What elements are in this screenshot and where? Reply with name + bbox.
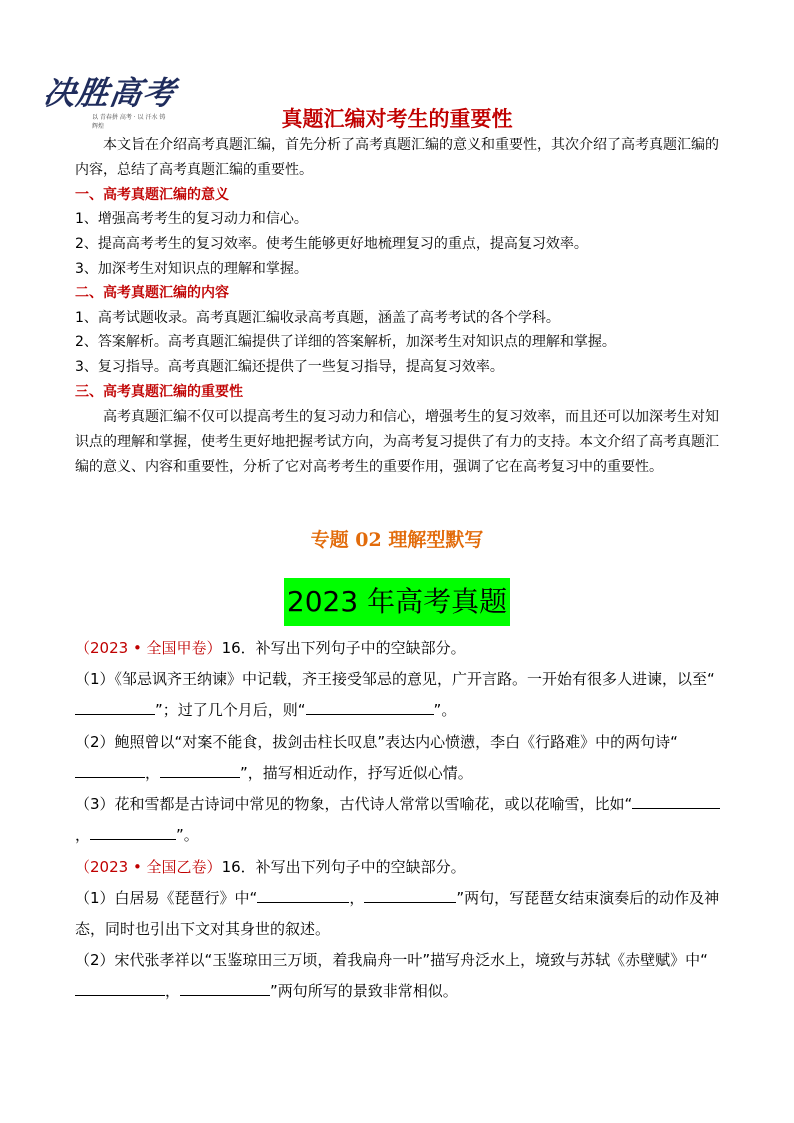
question-source: （2023 • 全国甲卷）: [75, 639, 222, 657]
year-banner-label: 2023 年高考真题: [284, 578, 510, 626]
answer-blank[interactable]: [632, 794, 720, 809]
answer-blank[interactable]: [75, 981, 165, 996]
list-item: 1、高考试题收录。高考真题汇编收录高考真题，涵盖了高考考试的各个学科。: [75, 310, 560, 326]
question-text: ，: [145, 764, 161, 782]
question-text: （1）《邹忌讽齐王纳谏》中记载，齐王接受邹忌的意见，广开言路。一开始有很多人进谏，以至“: [75, 670, 715, 688]
document-title: 真题汇编对考生的重要性: [281, 107, 513, 131]
answer-blank[interactable]: [75, 763, 145, 778]
list-item: 2、答案解析。高考真题汇编提供了详细的答案解析，加深考生对知识点的理解和掌握。: [75, 334, 616, 350]
answer-blank[interactable]: [180, 981, 270, 996]
question-text: ”。: [176, 826, 199, 844]
question-item: [75, 664, 725, 726]
question-text: ，: [349, 889, 365, 907]
section-heading-meaning: 一、高考真题汇编的意义: [75, 187, 229, 203]
question-text: ”，描写相近动作，抒写近似心情。: [240, 764, 473, 782]
question-text: ，: [165, 982, 181, 1000]
answer-blank[interactable]: [90, 825, 176, 840]
answer-blank[interactable]: [306, 700, 434, 715]
list-item: 2、提高高考考生的复习效率。使考生能够更好地梳理复习的重点，提高复习效率。: [75, 236, 588, 252]
topic-heading: 专题 02 理解型默写: [310, 529, 484, 551]
list-item: 1、增强高考考生的复习动力和信心。: [75, 211, 308, 227]
logo-slogan: 以 青春拼 高考 · 以 汗水 铸 辉煌: [92, 114, 166, 130]
question-text: （3）花和雪都是古诗词中常见的物象，古代诗人常常以雪喻花，或以花喻雪，比如“: [75, 795, 633, 813]
question-text: ”；过了几个月后，则“: [155, 701, 306, 719]
question-text: ”。: [433, 701, 457, 719]
list-item: 3、复习指导。高考真题汇编还提供了一些复习指导，提高复习效率。: [75, 359, 504, 375]
answer-blank[interactable]: [160, 763, 240, 778]
section-heading-content: 二、高考真题汇编的内容: [75, 285, 229, 301]
answer-blank[interactable]: [364, 888, 456, 903]
importance-paragraph: 高考真题汇编不仅可以提高考生的复习动力和信心，增强考生的复习效率，而且还可以加深考生对知识点的理解和掌握，使考生更好地把握考试方向，为高考复习提供了有力的支持。本文介绍了高考真题汇编的意义、内容和重要性，分析了它对高考考生的重要作用，强调了它在高考复习中的重要性。: [75, 409, 719, 475]
question-item: [75, 789, 725, 851]
question-header: [75, 633, 725, 664]
question-text: （1）白居易《琵琶行》中“: [75, 889, 258, 907]
question-text: （2）宋代张孝祥以“玉鉴琼田三万顷，着我扁舟一叶”描写舟泛水上，境致与苏轼《赤壁赋》中“: [75, 951, 708, 969]
question-stem: 16．补写出下列句子中的空缺部分。: [221, 639, 466, 657]
intro-paragraph: 本文旨在介绍高考真题汇编，首先分析了高考真题汇编的意义和重要性，其次介绍了高考真题汇编的内容，总结了高考真题汇编的重要性。: [75, 137, 719, 178]
question-text: ，: [75, 826, 91, 844]
question-text: ”两句所写的景致非常相似。: [270, 982, 458, 1000]
question-item: [75, 727, 725, 789]
question-header: [75, 852, 725, 883]
section-heading-importance: 三、高考真题汇编的重要性: [75, 384, 243, 400]
question-item: [75, 883, 725, 945]
answer-blank[interactable]: [257, 888, 349, 903]
question-text: ”两句，写琵琶女结束演奏后的动作及神态，同时也引出下文对其身世的叙述。: [75, 889, 720, 938]
question-stem: 16．补写出下列句子中的空缺部分。: [221, 858, 466, 876]
year-banner: [0, 578, 794, 626]
question-source: （2023 • 全国乙卷）: [75, 858, 222, 876]
list-item: 3、加深考生对知识点的理解和掌握。: [75, 261, 308, 277]
answer-blank[interactable]: [75, 700, 155, 715]
question-item: [75, 945, 725, 1007]
question-text: （2）鲍照曾以“对案不能食，拔剑击柱长叹息”表达内心愤懑，李白《行路难》中的两句诗“: [75, 733, 678, 751]
logo-text: 决胜高考: [41, 74, 179, 112]
